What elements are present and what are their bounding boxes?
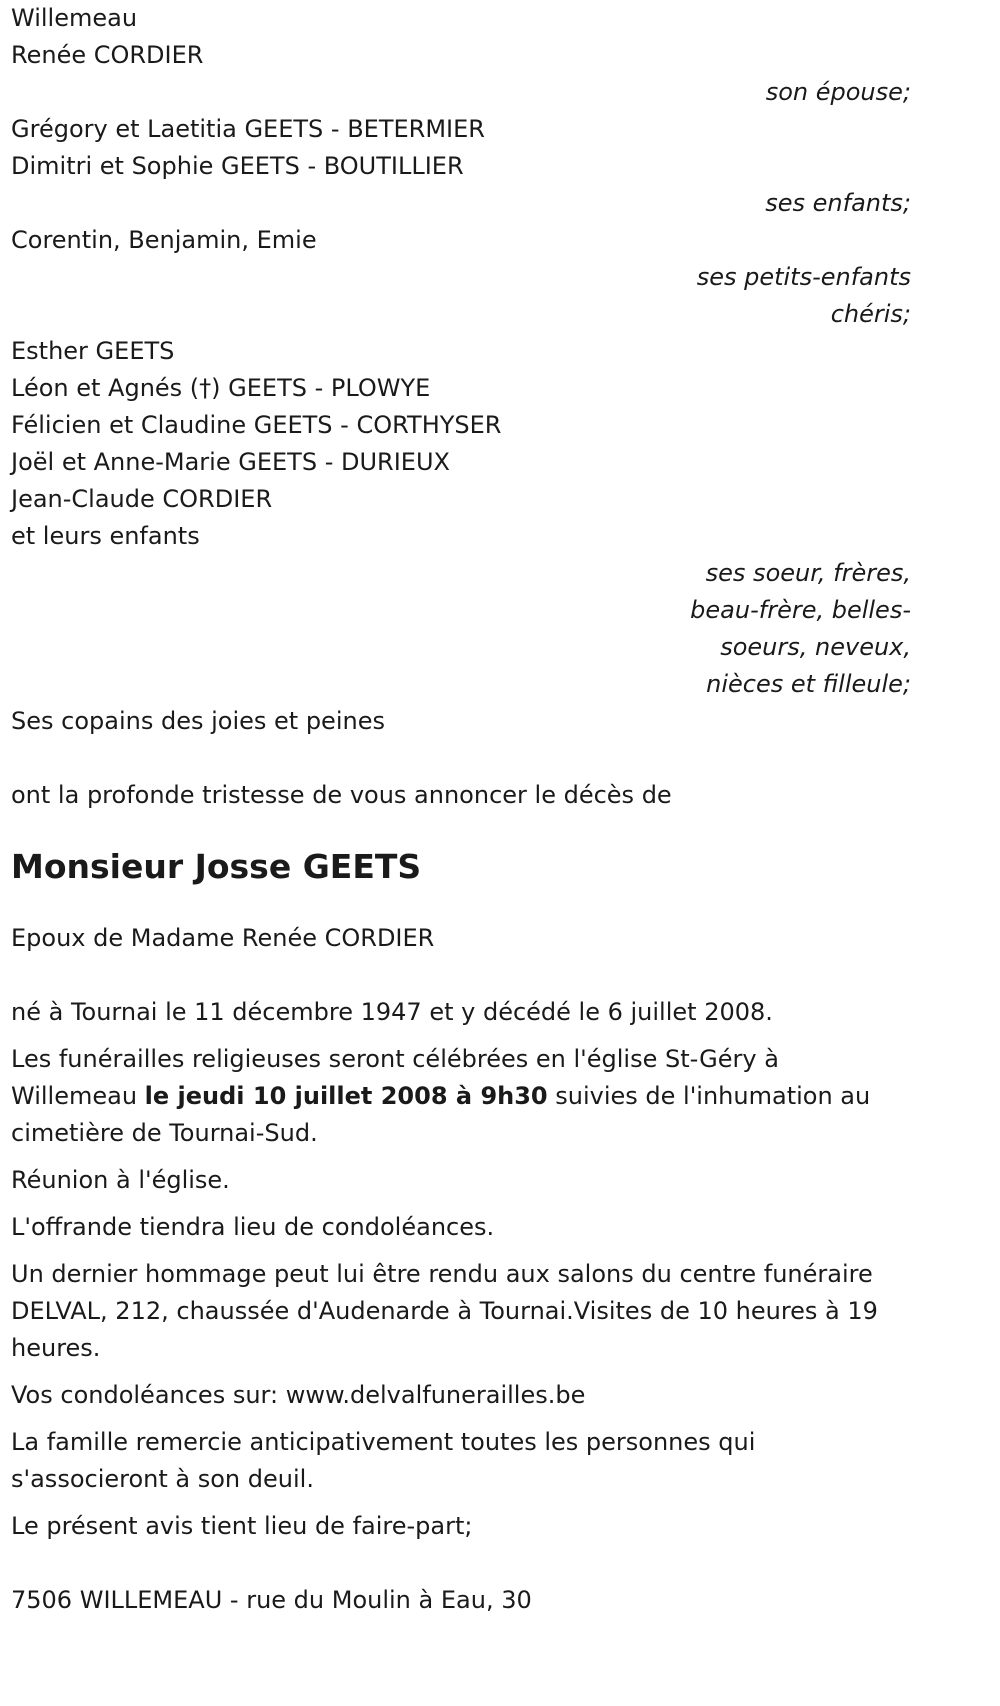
tribute-text: Un dernier hommage peut lui être rendu aux salons du centre funéraire DELVAL, 212, chaussée d'Audenarde à Tournai.Visites de 10 heures à 19 heures. [11,1260,878,1362]
obituary-notice [11,0,911,1619]
relation-label: chéris; [830,300,911,328]
offering-text: L'offrande tiendra lieu de condoléances. [11,1213,495,1241]
friends-line: Ses copains des joies et peines [11,707,385,735]
address-text: 7506 WILLEMEAU - rue du Moulin à Eau, 30 [11,1586,532,1614]
deceased-name: Monsieur Josse GEETS [11,847,422,886]
relation-label: soeurs, neveux, [720,633,911,661]
relation-label: ses soeur, frères, [705,559,911,587]
family-line: Félicien et Claudine GEETS - CORTHYSER [11,411,502,439]
children-block [11,111,911,222]
family-line: Corentin, Benjamin, Emie [11,226,317,254]
notice-text: Le présent avis tient lieu de faire-part; [11,1512,473,1540]
family-line: Joël et Anne-Marie GEETS - DURIEUX [11,448,450,476]
family-line: Grégory et Laetitia GEETS - BETERMIER [11,115,485,143]
grandchildren-block [11,222,911,333]
siblings-block [11,333,911,703]
family-line: Léon et Agnés (†) GEETS - PLOWYE [11,374,431,402]
meeting-text: Réunion à l'église. [11,1166,230,1194]
birth-death-text: né à Tournai le 11 décembre 1947 et y décédé le 6 juillet 2008. [11,998,773,1026]
relation-label: son épouse; [765,78,911,106]
family-line: Esther GEETS [11,337,175,365]
condolences-text: Vos condoléances sur: www.delvalfunerailles.be [11,1381,586,1409]
family-line: et leurs enfants [11,522,200,550]
relation-label: beau-frère, belles- [690,596,911,624]
family-line: Willemeau [11,4,138,32]
relation-label: nièces et filleule; [706,670,911,698]
announcement-text: ont la profonde tristesse de vous annoncer le décès de [11,781,672,809]
spouse-of-text: Epoux de Madame Renée CORDIER [11,924,435,952]
family-line: Jean-Claude CORDIER [11,485,273,513]
spouse-block [11,0,911,111]
relation-label: ses petits-enfants [696,263,911,291]
funeral-text [11,1041,911,1152]
funeral-text-before: Les funérailles religieuses seront célébrées en l'église St-Géry à Willemeau [11,1045,779,1110]
relation-label: ses enfants; [765,189,911,217]
funeral-text-after: suivies de l'inhumation au cimetière de Tournai-Sud. [11,1082,871,1147]
funeral-date-time: le jeudi 10 juillet 2008 à 9h30 [144,1082,548,1110]
family-line: Dimitri et Sophie GEETS - BOUTILLIER [11,152,464,180]
family-line: Renée CORDIER [11,41,204,69]
thanks-text: La famille remercie anticipativement toutes les personnes qui s'associeront à son deuil. [11,1428,756,1493]
